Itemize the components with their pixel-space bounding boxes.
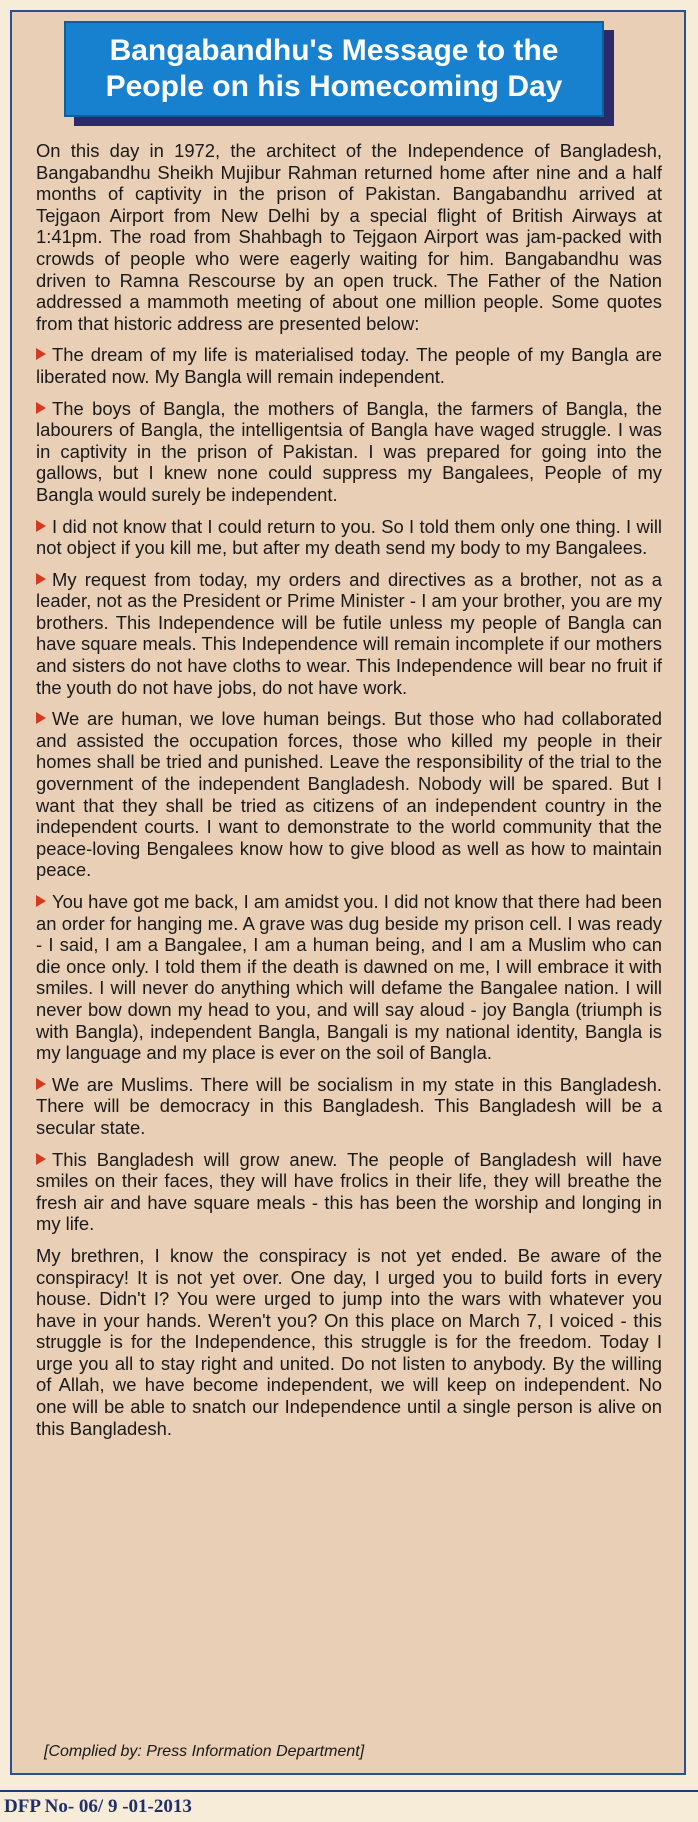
dfp-number: DFP No- 06/ 9 -01-2013 bbox=[4, 1796, 192, 1817]
triangle-bullet-icon bbox=[36, 1078, 46, 1090]
quote-text: I did not know that I could return to you. So I told them only one thing. I will not object if you kill me, but after my death send my body to my Bangalees. bbox=[36, 515, 662, 559]
quote-text: We are human, we love human beings. But those who had collaborated and assisted the occupation forces, those who killed my people in their homes shall be tried and punished. Leave the responsibility of the trial to the government of the independent Bangladesh. Nobody will be spared. But I want that they shall be tried as citizens of an independent country in the independent courts. I want to demonstrate to the world community that the peace-loving Bengalees know how to give blood as well as how to maintain peace. bbox=[36, 708, 662, 881]
article-body bbox=[36, 140, 662, 1449]
triangle-bullet-icon bbox=[36, 1153, 46, 1165]
quote-item bbox=[36, 516, 662, 559]
quote-item bbox=[36, 398, 662, 506]
quote-item bbox=[36, 1074, 662, 1139]
article-title bbox=[64, 21, 604, 117]
quote-item bbox=[36, 891, 662, 1064]
quote-text: You have got me back, I am amidst you. I did not know that there had been an order for hanging me. A grave was dug beside my prison cell. I was ready - I said, I am a Bangalee, I am a human being, and I am a Muslim who can die once only. I told them if the death is dawned on me, I will embrace it with smiles. I will never do anything which will defame the Bangalee nation. I will never bow down my head to you, and will say aloud - joy Bangla (triumph is with Bangla), independent Bangla, Bangali is my national identity, Bangla is my language and my place is ever on the soil of Bangla. bbox=[36, 891, 662, 1064]
quote-text: The dream of my life is materialised today. The people of my Bangla are liberated now. My Bangla will remain independent. bbox=[36, 344, 662, 387]
triangle-bullet-icon bbox=[36, 348, 46, 360]
credit-line: [Complied by: Press Information Department] bbox=[44, 1743, 365, 1760]
footer-divider bbox=[0, 1790, 698, 1792]
quote-text: The boys of Bangla, the mothers of Bangla, the farmers of Bangla, the labourers of Bangla, the intelligentsia of Bangla have waged struggle. I was in captivity in the prison of Pakistan. I was prepared for going into the gallows, but I knew none could suppress my Bangalees, People of my Bangla would surely be independent. bbox=[36, 397, 662, 505]
triangle-bullet-icon bbox=[36, 895, 46, 907]
triangle-bullet-icon bbox=[36, 712, 46, 724]
title-line-2: People on his Homecoming Day bbox=[105, 70, 563, 103]
triangle-bullet-icon bbox=[36, 520, 46, 532]
quote-item bbox=[36, 708, 662, 881]
quote-text: This Bangladesh will grow anew. The people of Bangladesh will have smiles on their faces, they will have frolics in their life, they will breathe the fresh air and have square meals - this has been the worship and longing in my life. bbox=[36, 1148, 662, 1235]
intro-paragraph: On this day in 1972, the architect of the Independence of Bangladesh, Bangabandhu Sheikh Mujibur Rahman returned home after nine and a half months of captivity in the prison of Pakistan. Bangabandhu arrived at Tejgaon Airport from New Delhi by a special flight of British Airways at 1:41pm. The road from Shahbagh to Tejgaon Airport was jam-packed with crowds of people who were eagerly waiting for him. Bangabandhu was driven to Ramna Rescourse by an open truck. The Father of the Nation addressed a mammoth meeting of about one million people. Some quotes from that historic address are presented below: bbox=[36, 140, 662, 334]
quote-item bbox=[36, 569, 662, 699]
quote-item bbox=[36, 344, 662, 387]
triangle-bullet-icon bbox=[36, 573, 46, 585]
triangle-bullet-icon bbox=[36, 402, 46, 414]
quote-item bbox=[36, 1149, 662, 1235]
title-line-1: Bangabandhu's Message to the bbox=[109, 34, 559, 67]
closing-paragraph: My brethren, I know the conspiracy is not yet ended. Be aware of the conspiracy! It is not yet over. One day, I urged you to build forts in every house. Didn't I? You were urged to jump into the wars with whatever you have in your hands. Weren't you? On this place on March 7, I voiced - this struggle is for the Independence, this struggle is for the freedom. Today I urge you all to stay right and united. Do not listen to anybody. By the willing of Allah, we have become independent, we will keep on independent. No one will be able to snatch our Independence until a single person is alive on this Bangladesh. bbox=[36, 1244, 662, 1439]
quote-text: We are Muslims. There will be socialism in my state in this Bangladesh. There will be democracy in this Bangladesh. This Bangladesh will be a secular state. bbox=[36, 1073, 662, 1138]
quote-text: My request from today, my orders and directives as a brother, not as a leader, not as the President or Prime Minister - I am your brother, you are my brothers. This Independence will be futile unless my people of Bangla can have square meals. This Independence will remain incomplete if our mothers and sisters do not have cloths to wear. This Independence will bear no fruit if the youth do not have jobs, do not have work. bbox=[36, 568, 662, 698]
